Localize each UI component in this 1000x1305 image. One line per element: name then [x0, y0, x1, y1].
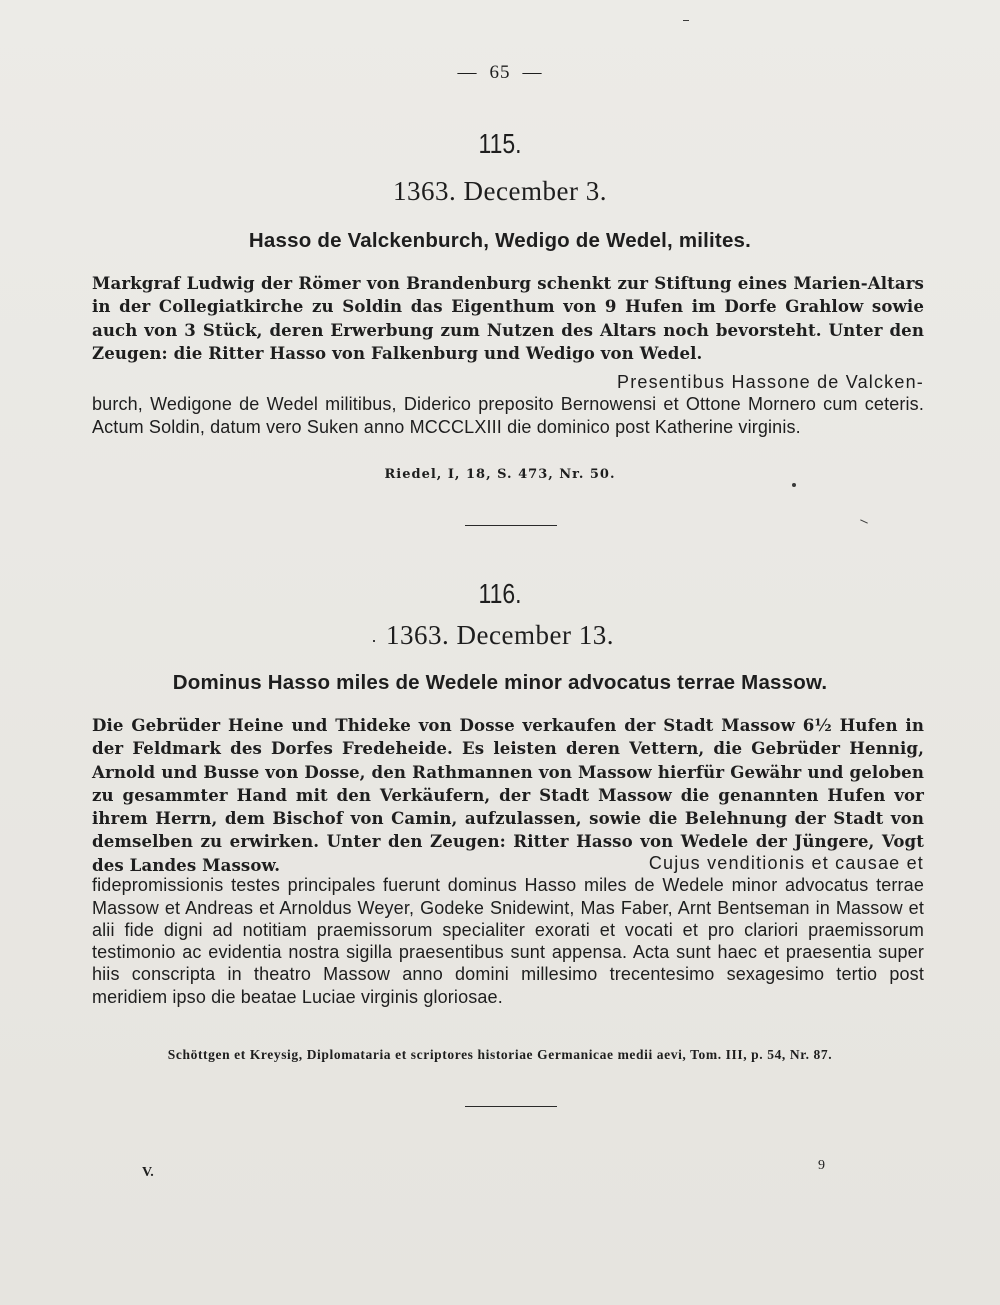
scan-speck	[860, 519, 868, 523]
dash-left: —	[457, 62, 478, 83]
latin-text	[92, 852, 924, 1008]
source-citation: Schöttgen et Kreysig, Diplomataria et scriptores historiae Germanicae medii aevi, Tom. III, p. 54, Nr. 87.	[167, 1047, 833, 1062]
document-summary: Die Gebrüder Heine und Thideke von Dosse verkaufen der Stadt Massow 6½ Hufen in der Feldmark des Dorfes Fredeheide. Es leisten deren Vettern, die Gebrüder Hennig, Arnold und Busse von Dosse, den Rathmannen von Massow hierfür Gewähr und geloben zu gesammter Hand mit den Verkäufern, der Stadt Massow die genannten Hufen vor ihrem Herrn, dem Bischof von Camin, aufzulassen, sowie die Belehnung der Stadt von demselben zu erwirken. Unter den Zeugen: Ritter Hasso von Wedele der Jüngere, Vogt des Landes Massow.	[92, 715, 924, 875]
source-citation: Riedel, I, 18, S. 473, Nr. 50.	[384, 467, 616, 482]
document-number: 116.	[478, 578, 522, 609]
latin-text-first-line: Cujus venditionis et causae et	[648, 853, 924, 873]
sheet-number: 9	[818, 1158, 825, 1173]
scan-speck	[683, 20, 689, 21]
page-number-line	[0, 62, 1000, 84]
section-divider	[465, 1106, 557, 1107]
document-number: 115.	[478, 128, 522, 159]
signature-mark: V.	[142, 1165, 154, 1180]
document-heading: Dominus Hasso miles de Wedele minor advocatus terrae Massow.	[172, 671, 828, 694]
document-summary: Markgraf Ludwig der Römer von Brandenburg schenkt zur Stiftung eines Marien-Altars in der Collegiatkirche zu Soldin das Eigenthum von 9 Hufen im Dorfe Grahlow sowie auch von 3 Stück, deren Erwerbung zum Nutzen des Altars noch bevorsteht. Unter den Zeugen: die Ritter Hasso von Falkenburg und Wedigo von Wedel.	[92, 273, 924, 363]
document-date: 1363. December 13.	[386, 620, 614, 650]
document-heading: Hasso de Valckenburch, Wedigo de Wedel, milites.	[248, 229, 752, 252]
document-date: 1363. December 3.	[393, 176, 607, 206]
latin-text-first-line: Presentibus Hassone de Valcken-	[616, 372, 924, 392]
section-divider	[465, 525, 557, 526]
scan-speck	[373, 640, 375, 642]
latin-text-body: fidepromissionis testes principales fuerunt dominus Hasso miles de Wedele minor advocatus terrae Massow et Andreas et Arnoldus Weyer, Godeke Snidewint, Mas Faber, Arnt Bentseman in Massow et alii fide digni ad notitiam praemissorum specialiter exorati et vocati et pro clariori praemissorum testimonio ac evidentia nostra sigilla praesentibus sunt appensa. Acta sunt haec et praesentia super hiis conscripta in theatro Massow anno domini millesimo trecentesimo sexagesimo tertio post meridiem ipso die beatae Luciae virginis gloriosae.	[92, 875, 924, 1007]
latin-text	[92, 371, 924, 438]
dash-right: —	[522, 62, 543, 83]
scan-speck	[792, 483, 796, 487]
page-number: 65	[489, 62, 511, 83]
latin-text-body: burch, Wedigone de Wedel militibus, Diderico preposito Bernowensi et Ottone Mornero cum ceteris. Actum Soldin, datum vero Suken anno MCCCLXIII die dominico post Katherine virginis.	[92, 394, 924, 437]
